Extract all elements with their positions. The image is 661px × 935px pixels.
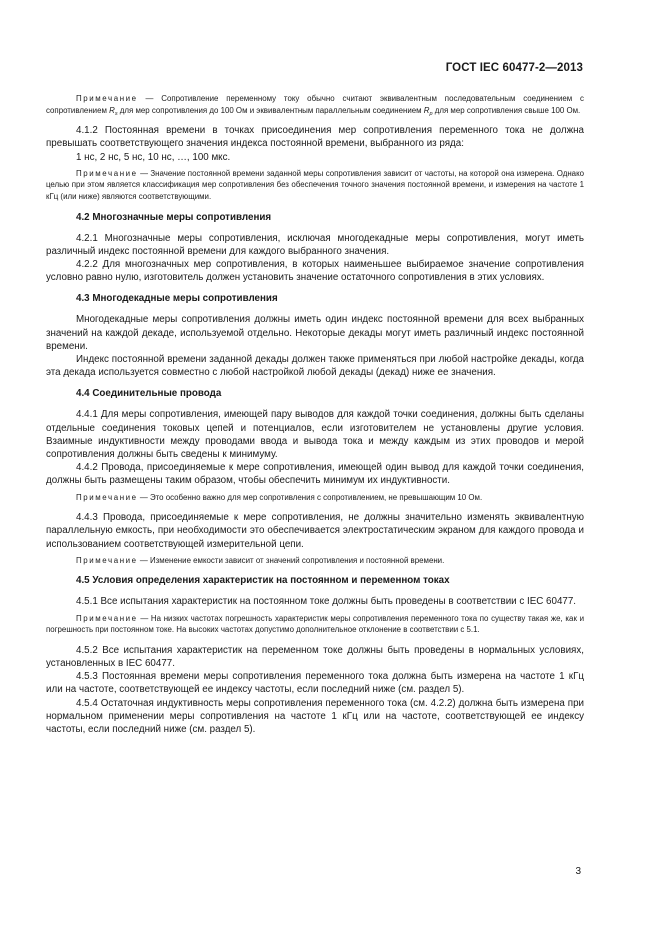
paragraph-4-4-2: 4.4.2 Провода, присоединяемые к мере сопротивления, имеющей один вывод для каждой точки соединения, должны быть размещены таким образом, чтобы обеспечить минимум их индуктивности. [46, 462, 584, 487]
note-label: Примечание [76, 94, 138, 103]
paragraph-4-2-1: 4.2.1 Многозначные меры сопротивления, исключая многодекадные меры сопротивления, могут иметь различный индекс постоянной времени для каждого выбранного значения. [46, 232, 584, 257]
paragraph-4-5-2: 4.5.2 Все испытания характеристик на переменном токе должны быть проведены в нормальных условиях, установленных в IEC 60477. [46, 644, 584, 670]
paragraph-4-5-1: 4.5.1 Все испытания характеристик на постоянном токе должны быть проведены в соответствии с IEC 60477. [76, 596, 577, 608]
paragraph-4-4-3: 4.4.3 Провода, присоединяемые к мере сопротивления, не должны значительно изменять эквивалентную параллельную емкость, при необходимости это обеспечивается электростатическим экраном для каждого провода и использованием соответствующей измерительной цепи. [46, 512, 584, 550]
paragraph-4-3-b: Индекс постоянной времени заданной декады должен также применяться при любой настройке декады, когда эта декада используется совместно с любой настройкой любой декады (декад) ниже ее значения. [46, 354, 584, 379]
page-content [46, 93, 584, 736]
note-label: Примечание [76, 555, 138, 565]
paragraph-4-5-4: 4.5.4 Остаточная индуктивность меры сопротивления переменного тока (см. 4.2.2) должна быть измерена при нормальном применении меры сопротивления на частоте 1 кГц или на частоте, соответствующей ее индексу частоты, если последний ниже (см. раздел 5). [46, 697, 584, 736]
note-2: Примечание — Значение постоянной времени заданной меры сопротивления зависит от частоты, на которой она измерена. Однако целью при этом является классификация мер сопротивления без обеспечения точного значения постоянной времени, и измерения на частоте 1 кГц (или ниже) являются соответствующими. [46, 168, 584, 201]
note-3: Примечание — Это особенно важно для мер сопротивления с сопротивлением, не превышающим 10 Ом. [76, 492, 483, 502]
paragraph-4-2-2: 4.2.2 Для многозначных мер сопротивления, в которых наименьшее выбираемое значение сопротивления условно равно нулю, изготовитель должен установить значение остаточного сопротивления в этих условиях. [46, 258, 584, 284]
paragraph-4-5-3: 4.5.3 Постоянная времени меры сопротивления переменного тока должна быть измерена на частоте 1 кГц или на частоте, соответствующей ее индексу частоты, если последний ниже (см. раздел 5). [46, 671, 584, 696]
section-heading-4-3: 4.3 Многодекадные меры сопротивления [76, 293, 278, 305]
page-number: 3 [575, 866, 581, 877]
note-5: Примечание — На низких частотах погрешность характеристик меры сопротивления переменного тока по существу такая же, как и погрешность при постоянном токе. На высоких частотах допустимо дополнительное отклонение в соответствии с 5.1. [46, 613, 584, 635]
section-heading-4-5: 4.5 Условия определения характеристик на постоянном и переменном токах [76, 575, 450, 587]
time-constant-series: 1 нс, 2 нс, 5 нс, 10 нс, …, 100 мкс. [76, 151, 231, 163]
note-4: Примечание — Изменение емкости зависит от значений сопротивления и постоянной времени. [76, 555, 445, 565]
paragraph-4-3-a: Многодекадные меры сопротивления должны иметь один индекс постоянной времени для всех выбранных значений на каждой декаде, используемой отдельно. Некоторые декады могут иметь различный индекс постоянной времени. [46, 314, 584, 352]
note-label: Примечание [76, 613, 138, 623]
paragraph-4-1-2: 4.1.2 Постоянная времени в точках присоединения мер сопротивления переменного тока не должна превышать соответствующего значения индекса постоянной времени, выбранного из ряда: [46, 125, 584, 150]
note-label: Примечание [76, 168, 138, 178]
standard-header: ГОСТ IEC 60477-2—2013 [445, 62, 583, 74]
note-label: Примечание [76, 492, 138, 502]
section-heading-4-4: 4.4 Соединительные провода [76, 388, 222, 400]
section-heading-4-2: 4.2 Многозначные меры сопротивления [76, 211, 272, 223]
paragraph-4-4-1: 4.4.1 Для меры сопротивления, имеющей пару выводов для каждой точки соединения, должны быть сделаны отдельные соединения токовых цепей и потенциалов, если изготовителем не установлены другие условия. Взаимные индуктивности между проводами ввода и вывода тока и между каждым из этих проводов и мерой сопротивления должны быть сведены к минимуму. [46, 409, 584, 461]
note-1: Примечание — Сопротивление переменному току обычно считают эквивалентным последовательным соединением с сопротивлением $R_s$ для мер сопротивления до 100 Ом и эквивалентным параллельным соединением $R_p$ для мер сопротивления свыше 100 Ом. [46, 94, 584, 117]
